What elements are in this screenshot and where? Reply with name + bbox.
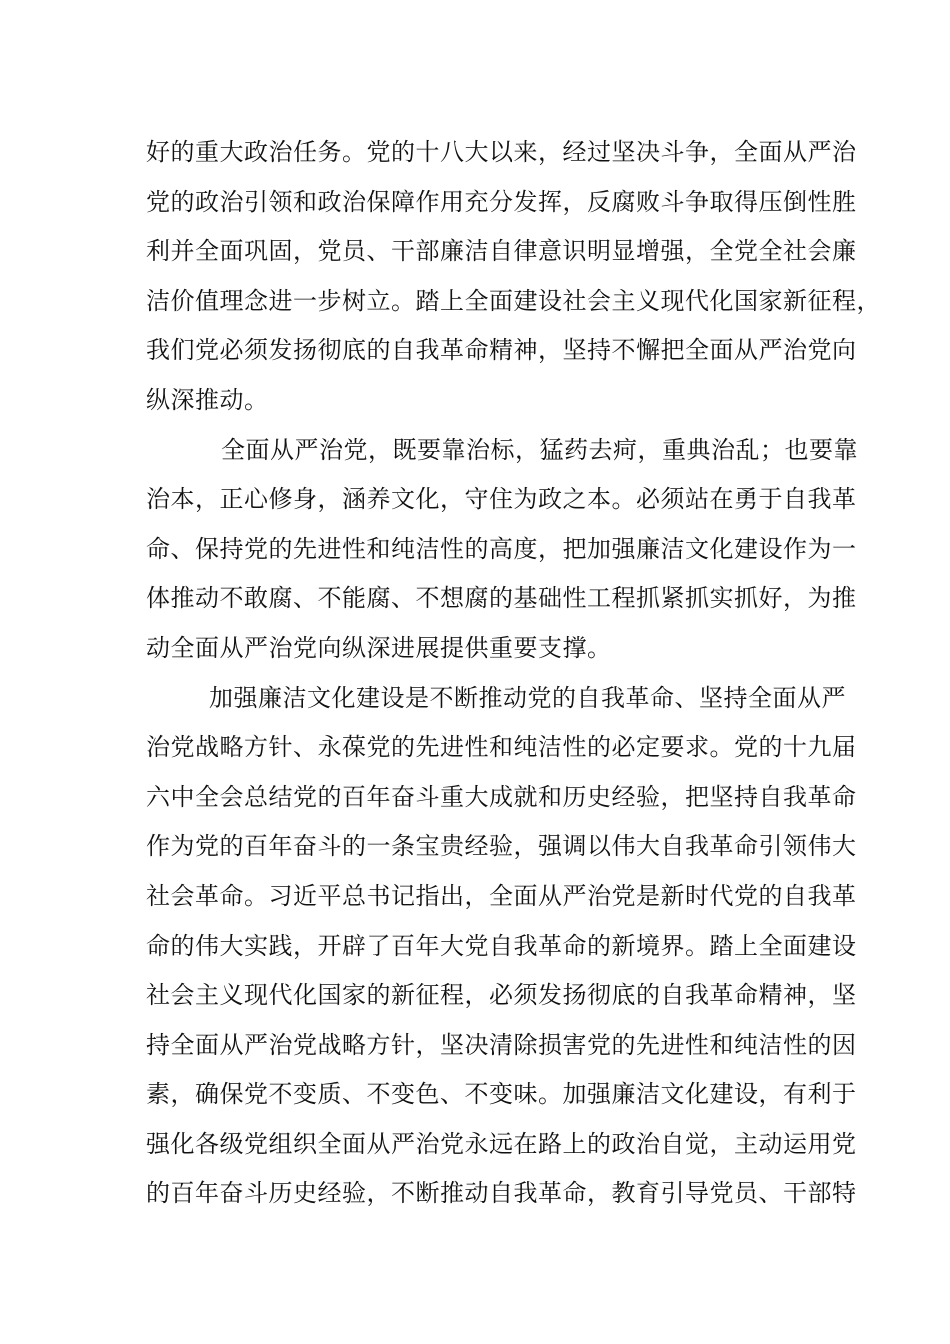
text-line: 治本，正心修身，涵养文化，守住为政之本。必须站在勇于自我革 <box>146 485 857 514</box>
text-line: 命的伟大实践，开辟了百年大党自我革命的新境界。踏上全面建设 <box>146 931 857 960</box>
text-line: 社会革命。习近平总书记指出，全面从严治党是新时代党的自我革 <box>146 881 857 910</box>
text-line: 的百年奋斗历史经验，不断推动自我革命，教育引导党员、干部特 <box>146 1179 857 1208</box>
body-text <box>146 128 881 1219</box>
text-line: 命、保持党的先进性和纯洁性的高度，把加强廉洁文化建设作为一 <box>146 534 857 563</box>
text-line: 作为党的百年奋斗的一条宝贵经验，强调以伟大自我革命引领伟大 <box>146 832 857 861</box>
text-line: 持全面从严治党战略方针，坚决清除损害党的先进性和纯洁性的因 <box>146 1030 857 1059</box>
text-line: 动全面从严治党向纵深进展提供重要支撑。 <box>146 633 612 662</box>
text-line: 社会主义现代化国家的新征程，必须发扬彻底的自我革命精神，坚 <box>146 981 857 1010</box>
text-line: 加强廉洁文化建设是不断推动党的自我革命、坚持全面从严 <box>209 683 846 712</box>
text-line: 强化各级党组织全面从严治党永远在路上的政治自觉，主动运用党 <box>146 1129 857 1158</box>
paragraph-1 <box>146 128 881 426</box>
text-line: 党的政治引领和政治保障作用充分发挥，反腐败斗争取得压倒性胜 <box>146 187 857 216</box>
paragraph-3 <box>146 674 857 1220</box>
text-line: 素，确保党不变质、不变色、不变味。加强廉洁文化建设，有利于 <box>146 1080 857 1109</box>
text-line: 利并全面巩固，党员、干部廉洁自律意识明显增强，全党全社会廉 <box>146 237 857 266</box>
text-line: 六中全会总结党的百年奋斗重大成就和历史经验，把坚持自我革命 <box>146 782 857 811</box>
text-line: 全面从严治党，既要靠治标，猛药去疴，重典治乱；也要靠 <box>221 435 858 464</box>
text-line: 治党战略方针、永葆党的先进性和纯洁性的必定要求。党的十九届 <box>146 733 857 762</box>
text-line: 纵深推动。 <box>146 385 269 414</box>
text-line: 我们党必须发扬彻底的自我革命精神，坚持不懈把全面从严治党向 <box>146 336 857 365</box>
text-line: 好的重大政治任务。党的十八大以来，经过坚决斗争，全面从严治 <box>146 138 857 166</box>
text-line: 体推动不敢腐、不能腐、不想腐的基础性工程抓紧抓实抓好，为推 <box>146 584 857 613</box>
text-line: 洁价值理念进一步树立。踏上全面建设社会主义现代化国家新征程， <box>146 286 881 315</box>
paragraph-2 <box>146 426 858 674</box>
